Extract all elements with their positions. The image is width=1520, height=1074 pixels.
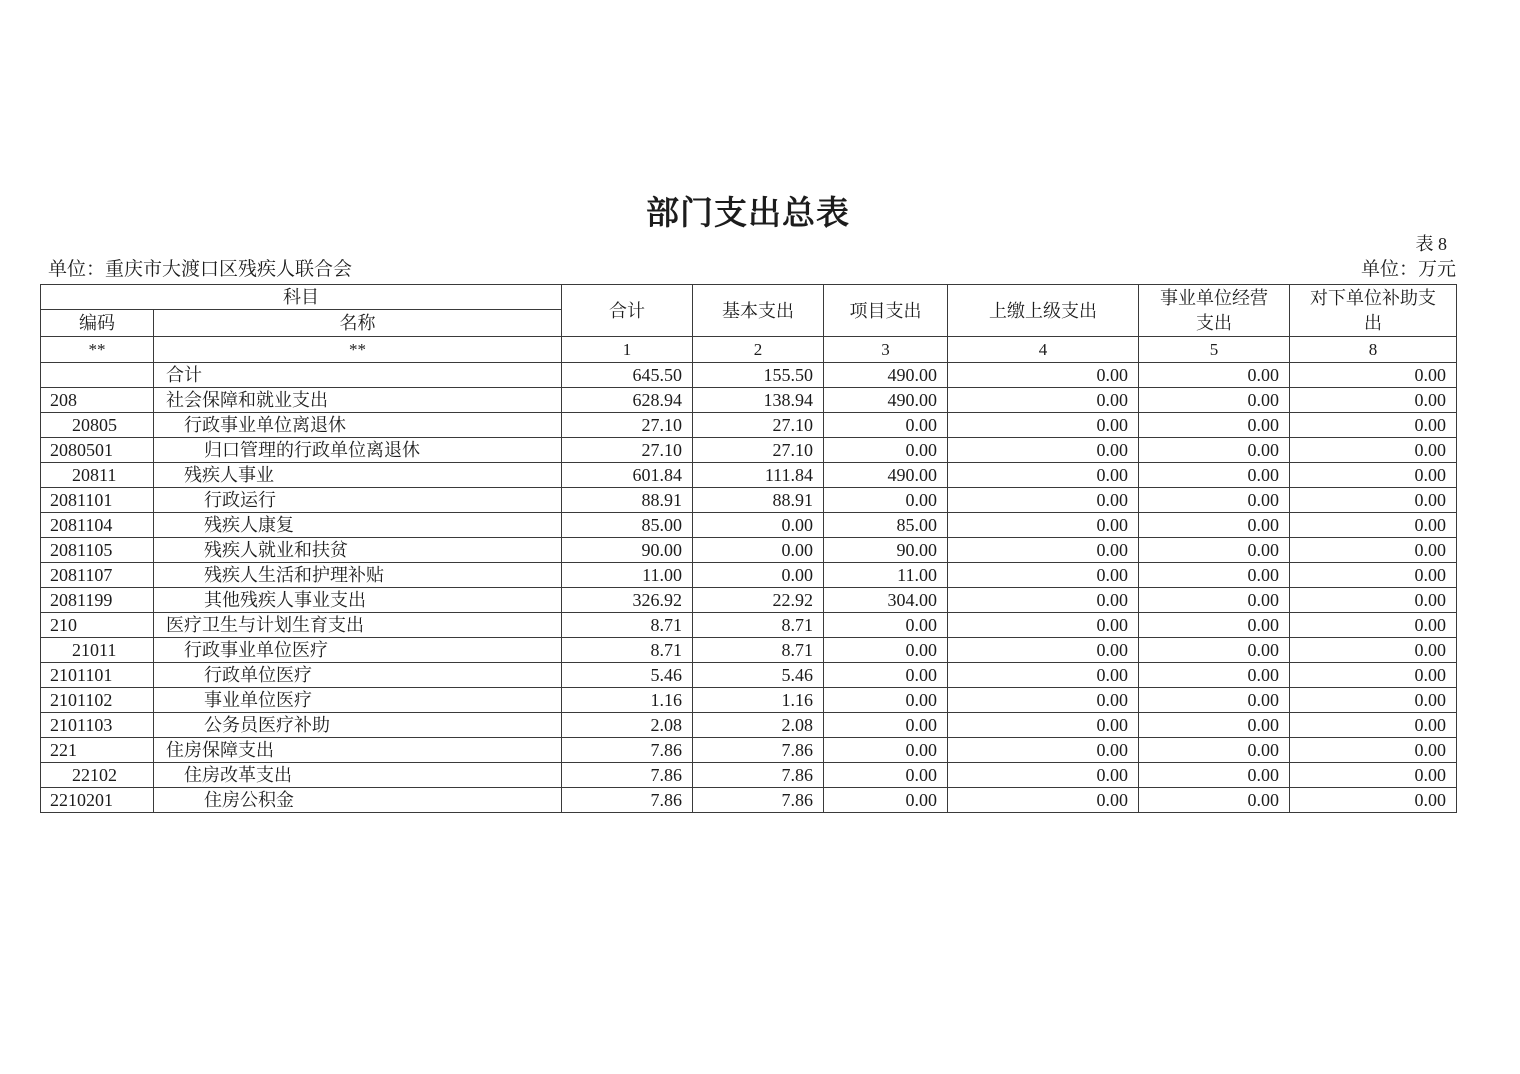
value-cell: 0.00 [1290, 563, 1457, 588]
value-cell: 0.00 [1290, 513, 1457, 538]
table-row [41, 713, 1457, 738]
value-cell: 27.10 [693, 413, 824, 438]
value-cell: 0.00 [1139, 463, 1290, 488]
index-cell: 8 [1290, 337, 1457, 363]
value-cell: 0.00 [948, 663, 1139, 688]
table-row [41, 513, 1457, 538]
name-cell: 公务员医疗补助 [154, 713, 562, 738]
table-row [41, 388, 1457, 413]
name-cell: 行政单位医疗 [154, 663, 562, 688]
value-cell: 0.00 [948, 763, 1139, 788]
code-cell: 2081104 [41, 513, 154, 538]
value-cell: 0.00 [1290, 713, 1457, 738]
value-cell: 0.00 [1290, 638, 1457, 663]
value-cell: 304.00 [824, 588, 948, 613]
value-cell: 0.00 [948, 363, 1139, 388]
value-cell: 0.00 [1290, 613, 1457, 638]
value-cell: 0.00 [824, 638, 948, 663]
name-cell: 社会保障和就业支出 [154, 388, 562, 413]
unit-name: 单位：重庆市大渡口区残疾人联合会 [48, 259, 353, 280]
col-header-business: 事业单位经营支出 [1139, 285, 1290, 337]
code-cell: 2101103 [41, 713, 154, 738]
value-cell: 0.00 [1290, 413, 1457, 438]
value-cell: 2.08 [562, 713, 693, 738]
value-cell: 0.00 [1139, 688, 1290, 713]
table-row [41, 463, 1457, 488]
name-cell: 残疾人康复 [154, 513, 562, 538]
index-cell: 3 [824, 337, 948, 363]
code-cell: 2101101 [41, 663, 154, 688]
value-cell: 0.00 [1139, 563, 1290, 588]
value-cell: 27.10 [562, 413, 693, 438]
value-cell: 0.00 [948, 688, 1139, 713]
value-cell: 0.00 [1290, 363, 1457, 388]
table-row [41, 413, 1457, 438]
value-cell: 8.71 [693, 638, 824, 663]
value-cell: 0.00 [1290, 588, 1457, 613]
value-cell: 7.86 [562, 788, 693, 813]
value-cell: 0.00 [948, 713, 1139, 738]
value-cell: 0.00 [1290, 388, 1457, 413]
value-cell: 0.00 [1290, 538, 1457, 563]
table-row [41, 763, 1457, 788]
index-cell: ** [41, 337, 154, 363]
value-cell: 601.84 [562, 463, 693, 488]
value-cell: 0.00 [948, 638, 1139, 663]
name-cell: 行政事业单位医疗 [154, 638, 562, 663]
value-cell: 0.00 [1139, 488, 1290, 513]
index-cell: 1 [562, 337, 693, 363]
col-header-subject: 科目 [41, 285, 562, 310]
name-cell: 其他残疾人事业支出 [154, 588, 562, 613]
table-body [41, 363, 1457, 813]
value-cell: 0.00 [948, 488, 1139, 513]
column-index-row [41, 337, 1457, 363]
value-cell: 0.00 [1139, 513, 1290, 538]
value-cell: 0.00 [1139, 538, 1290, 563]
code-cell: 210 [41, 613, 154, 638]
value-cell: 0.00 [824, 713, 948, 738]
value-cell: 0.00 [824, 763, 948, 788]
value-cell: 1.16 [693, 688, 824, 713]
value-cell: 7.86 [693, 788, 824, 813]
value-cell: 2.08 [693, 713, 824, 738]
name-cell: 行政运行 [154, 488, 562, 513]
value-cell: 8.71 [693, 613, 824, 638]
value-cell: 0.00 [824, 788, 948, 813]
value-cell: 0.00 [1290, 488, 1457, 513]
code-cell: 21011 [41, 638, 154, 663]
value-cell: 5.46 [693, 663, 824, 688]
value-cell: 0.00 [948, 788, 1139, 813]
table-row [41, 563, 1457, 588]
name-cell: 归口管理的行政单位离退休 [154, 438, 562, 463]
value-cell: 0.00 [824, 488, 948, 513]
value-cell: 0.00 [824, 688, 948, 713]
col-header-code: 编码 [41, 310, 154, 337]
value-cell: 7.86 [562, 738, 693, 763]
value-cell: 0.00 [948, 538, 1139, 563]
col-header-upper: 上缴上级支出 [948, 285, 1139, 337]
value-cell: 0.00 [948, 513, 1139, 538]
value-cell: 628.94 [562, 388, 693, 413]
value-cell: 7.86 [693, 763, 824, 788]
col-header-total: 合计 [562, 285, 693, 337]
value-cell: 0.00 [824, 738, 948, 763]
table-row [41, 638, 1457, 663]
value-cell: 0.00 [824, 663, 948, 688]
value-cell: 0.00 [693, 538, 824, 563]
code-cell: 221 [41, 738, 154, 763]
code-cell: 2081199 [41, 588, 154, 613]
col-header-name: 名称 [154, 310, 562, 337]
table-row [41, 488, 1457, 513]
value-cell: 490.00 [824, 363, 948, 388]
value-cell: 645.50 [562, 363, 693, 388]
value-cell: 0.00 [1139, 788, 1290, 813]
col-header-project: 项目支出 [824, 285, 948, 337]
value-cell: 490.00 [824, 388, 948, 413]
table-row [41, 363, 1457, 388]
value-cell: 138.94 [693, 388, 824, 413]
unit-currency: 单位：万元 [1360, 259, 1456, 280]
value-cell: 22.92 [693, 588, 824, 613]
value-cell: 0.00 [1290, 738, 1457, 763]
value-cell: 90.00 [562, 538, 693, 563]
value-cell: 0.00 [1139, 713, 1290, 738]
code-cell: 22102 [41, 763, 154, 788]
table-row [41, 738, 1457, 763]
col-header-subsidy: 对下单位补助支出 [1290, 285, 1457, 337]
value-cell: 7.86 [562, 763, 693, 788]
value-cell: 7.86 [693, 738, 824, 763]
table-row [41, 613, 1457, 638]
value-cell: 0.00 [948, 388, 1139, 413]
code-cell [41, 363, 154, 388]
table-row [41, 663, 1457, 688]
value-cell: 0.00 [824, 438, 948, 463]
value-cell: 0.00 [1139, 588, 1290, 613]
value-cell: 0.00 [1139, 413, 1290, 438]
value-cell: 0.00 [1290, 663, 1457, 688]
value-cell: 0.00 [1139, 663, 1290, 688]
value-cell: 490.00 [824, 463, 948, 488]
value-cell: 0.00 [693, 513, 824, 538]
value-cell: 0.00 [1139, 388, 1290, 413]
name-cell: 残疾人就业和扶贫 [154, 538, 562, 563]
name-cell: 残疾人事业 [154, 463, 562, 488]
header-row-1 [41, 285, 1457, 310]
table-row [41, 688, 1457, 713]
col-header-basic: 基本支出 [693, 285, 824, 337]
index-cell: 2 [693, 337, 824, 363]
value-cell: 1.16 [562, 688, 693, 713]
value-cell: 0.00 [1139, 738, 1290, 763]
value-cell: 0.00 [948, 738, 1139, 763]
index-cell: ** [154, 337, 562, 363]
code-cell: 208 [41, 388, 154, 413]
value-cell: 0.00 [1290, 763, 1457, 788]
table-row [41, 538, 1457, 563]
value-cell: 0.00 [1290, 788, 1457, 813]
code-cell: 2081107 [41, 563, 154, 588]
name-cell: 住房改革支出 [154, 763, 562, 788]
value-cell: 0.00 [693, 563, 824, 588]
value-cell: 8.71 [562, 638, 693, 663]
value-cell: 326.92 [562, 588, 693, 613]
value-cell: 27.10 [562, 438, 693, 463]
value-cell: 27.10 [693, 438, 824, 463]
name-cell: 住房公积金 [154, 788, 562, 813]
value-cell: 0.00 [948, 463, 1139, 488]
unit-line [48, 254, 1456, 281]
value-cell: 0.00 [1290, 463, 1457, 488]
name-cell: 合计 [154, 363, 562, 388]
value-cell: 0.00 [948, 413, 1139, 438]
name-cell: 残疾人生活和护理补贴 [154, 563, 562, 588]
expenditure-table [40, 284, 1457, 813]
name-cell: 医疗卫生与计划生育支出 [154, 613, 562, 638]
value-cell: 0.00 [948, 563, 1139, 588]
value-cell: 0.00 [1139, 638, 1290, 663]
value-cell: 0.00 [1290, 438, 1457, 463]
index-cell: 4 [948, 337, 1139, 363]
table-row [41, 588, 1457, 613]
value-cell: 0.00 [1139, 438, 1290, 463]
table-number: 表 8 [1415, 234, 1447, 254]
code-cell: 2081105 [41, 538, 154, 563]
value-cell: 5.46 [562, 663, 693, 688]
code-cell: 20805 [41, 413, 154, 438]
value-cell: 11.00 [562, 563, 693, 588]
value-cell: 11.00 [824, 563, 948, 588]
name-cell: 住房保障支出 [154, 738, 562, 763]
table-row [41, 788, 1457, 813]
index-cell: 5 [1139, 337, 1290, 363]
value-cell: 90.00 [824, 538, 948, 563]
value-cell: 85.00 [562, 513, 693, 538]
value-cell: 0.00 [1139, 763, 1290, 788]
value-cell: 0.00 [1139, 363, 1290, 388]
code-cell: 2080501 [41, 438, 154, 463]
code-cell: 2081101 [41, 488, 154, 513]
code-cell: 20811 [41, 463, 154, 488]
page-title: 部门支出总表 [646, 196, 850, 232]
table-header [41, 285, 1457, 363]
value-cell: 0.00 [824, 413, 948, 438]
name-cell: 事业单位医疗 [154, 688, 562, 713]
value-cell: 0.00 [1139, 613, 1290, 638]
value-cell: 155.50 [693, 363, 824, 388]
value-cell: 8.71 [562, 613, 693, 638]
value-cell: 88.91 [562, 488, 693, 513]
value-cell: 0.00 [824, 613, 948, 638]
value-cell: 0.00 [948, 588, 1139, 613]
table-row [41, 438, 1457, 463]
value-cell: 111.84 [693, 463, 824, 488]
value-cell: 0.00 [1290, 688, 1457, 713]
value-cell: 85.00 [824, 513, 948, 538]
code-cell: 2210201 [41, 788, 154, 813]
value-cell: 0.00 [948, 613, 1139, 638]
name-cell: 行政事业单位离退休 [154, 413, 562, 438]
code-cell: 2101102 [41, 688, 154, 713]
value-cell: 88.91 [693, 488, 824, 513]
value-cell: 0.00 [948, 438, 1139, 463]
